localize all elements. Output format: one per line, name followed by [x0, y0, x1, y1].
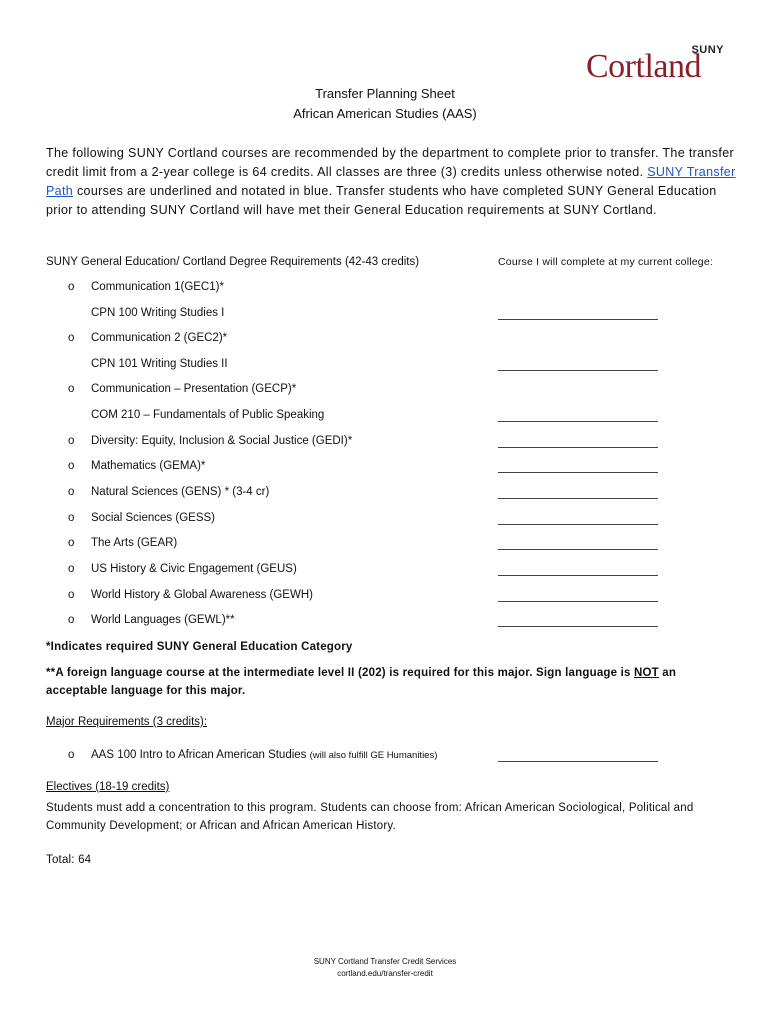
completion-line[interactable]	[498, 626, 658, 627]
bullet-marker: o	[68, 486, 75, 498]
page-title: Transfer Planning Sheet	[315, 86, 455, 101]
completion-line[interactable]	[498, 761, 658, 762]
suny-cortland-logo	[586, 44, 728, 84]
major-course-note: (will also fulfill GE Humanities)	[309, 750, 438, 761]
ge-requirement-text: The Arts (GEAR)	[91, 537, 178, 549]
logo-cortland-text: Cortland	[586, 48, 701, 85]
completion-line[interactable]	[498, 498, 658, 499]
bullet-marker: o	[68, 563, 75, 575]
ge-requirement-row	[0, 537, 770, 555]
bullet-marker: o	[68, 332, 75, 344]
foreign-note-not: NOT	[634, 667, 659, 679]
completion-line[interactable]	[498, 524, 658, 525]
ge-requirement-row	[0, 307, 770, 325]
completion-line[interactable]	[498, 421, 658, 422]
total-credits: Total: 64	[46, 854, 92, 866]
intro-text-1: The following SUNY Cortland courses are recommended by the department to complete prior to transfer. The transfer credit limit from a 2-year college is 64 credits. All classes are three (3) credits unless otherwise noted.	[46, 146, 735, 179]
ge-requirement-text: CPN 100 Writing Studies I	[91, 307, 225, 319]
intro-paragraph	[46, 144, 736, 220]
bullet-marker: o	[68, 460, 75, 472]
ge-requirement-row	[0, 383, 770, 401]
ge-requirement-row	[0, 486, 770, 504]
ge-requirement-row	[0, 512, 770, 530]
bullet-marker: o	[68, 512, 75, 524]
page-subtitle: African American Studies (AAS)	[293, 106, 477, 121]
ge-requirement-text: CPN 101 Writing Studies II	[91, 358, 228, 370]
ge-requirement-row	[0, 281, 770, 299]
logo-suny-text: SUNY	[691, 44, 724, 56]
ge-requirements-header: SUNY General Education/ Cortland Degree Requirements (42-43 credits)	[46, 256, 420, 268]
bullet-marker: o	[68, 589, 75, 601]
bullet-marker: o	[68, 281, 75, 293]
ge-requirement-row	[0, 332, 770, 350]
current-college-header: Course I will complete at my current college:	[498, 256, 713, 268]
completion-line[interactable]	[498, 472, 658, 473]
intro-text-2: courses are underlined and notated in blue. Transfer students who have completed SUNY General Education prior to attending SUNY Cortland will have met their General Education requirements at SUNY Cortland.	[46, 184, 717, 217]
footer-url: cortland.edu/transfer-credit	[337, 969, 433, 978]
bullet-marker: o	[68, 614, 75, 626]
ge-requirement-text: Social Sciences (GESS)	[91, 512, 215, 524]
bullet-marker: o	[68, 383, 75, 395]
ge-requirement-row	[0, 435, 770, 453]
major-course-text	[91, 749, 437, 761]
major-requirements-heading: Major Requirements (3 credits):	[46, 716, 208, 728]
ge-requirement-row	[0, 563, 770, 581]
ge-requirement-text: Communication 1(GEC1)*	[91, 281, 224, 293]
ge-requirement-text: US History & Civic Engagement (GEUS)	[91, 563, 297, 575]
ge-requirement-text: Mathematics (GEMA)*	[91, 460, 206, 472]
ge-requirement-text: COM 210 – Fundamentals of Public Speaking	[91, 409, 325, 421]
completion-line[interactable]	[498, 319, 658, 320]
bullet-marker: o	[68, 749, 75, 761]
bullet-marker: o	[68, 435, 75, 447]
bullet-marker: o	[68, 537, 75, 549]
completion-line[interactable]	[498, 370, 658, 371]
foreign-language-note	[46, 664, 736, 700]
ge-requirement-text: World History & Global Awareness (GEWH)	[91, 589, 313, 601]
required-note: *Indicates required SUNY General Education Category	[46, 641, 353, 653]
ge-requirement-text: World Languages (GEWL)**	[91, 614, 235, 626]
ge-requirement-row	[0, 460, 770, 478]
ge-requirement-text: Communication – Presentation (GECP)*	[91, 383, 297, 395]
electives-text: Students must add a concentration to this program. Students can choose from: African American Sociological, Political and Community Development; or African and African American History.	[46, 802, 694, 832]
foreign-note-text-1: **A foreign language course at the intermediate level II (202) is required for this major. Sign language is	[46, 667, 635, 679]
major-course-row	[0, 749, 770, 767]
ge-requirement-row	[0, 589, 770, 607]
ge-requirement-row	[0, 409, 770, 427]
completion-line[interactable]	[498, 447, 658, 448]
electives-heading: Electives (18-19 credits)	[46, 781, 170, 793]
ge-requirement-row	[0, 358, 770, 376]
completion-line[interactable]	[498, 575, 658, 576]
footer-office: SUNY Cortland Transfer Credit Services	[313, 957, 457, 966]
ge-requirement-text: Diversity: Equity, Inclusion & Social Justice (GEDI)*	[91, 435, 353, 447]
ge-requirement-text: Communication 2 (GEC2)*	[91, 332, 228, 344]
ge-requirement-text: Natural Sciences (GENS) * (3-4 cr)	[91, 486, 270, 498]
suny-transfer-path-link[interactable]: SUNY Transfer Path	[46, 165, 736, 198]
completion-line[interactable]	[498, 601, 658, 602]
completion-line[interactable]	[498, 549, 658, 550]
major-course-name: AAS 100 Intro to African American Studies	[91, 749, 310, 761]
foreign-note-text-2: an acceptable language for this major.	[46, 667, 677, 697]
ge-requirement-row	[0, 614, 770, 632]
